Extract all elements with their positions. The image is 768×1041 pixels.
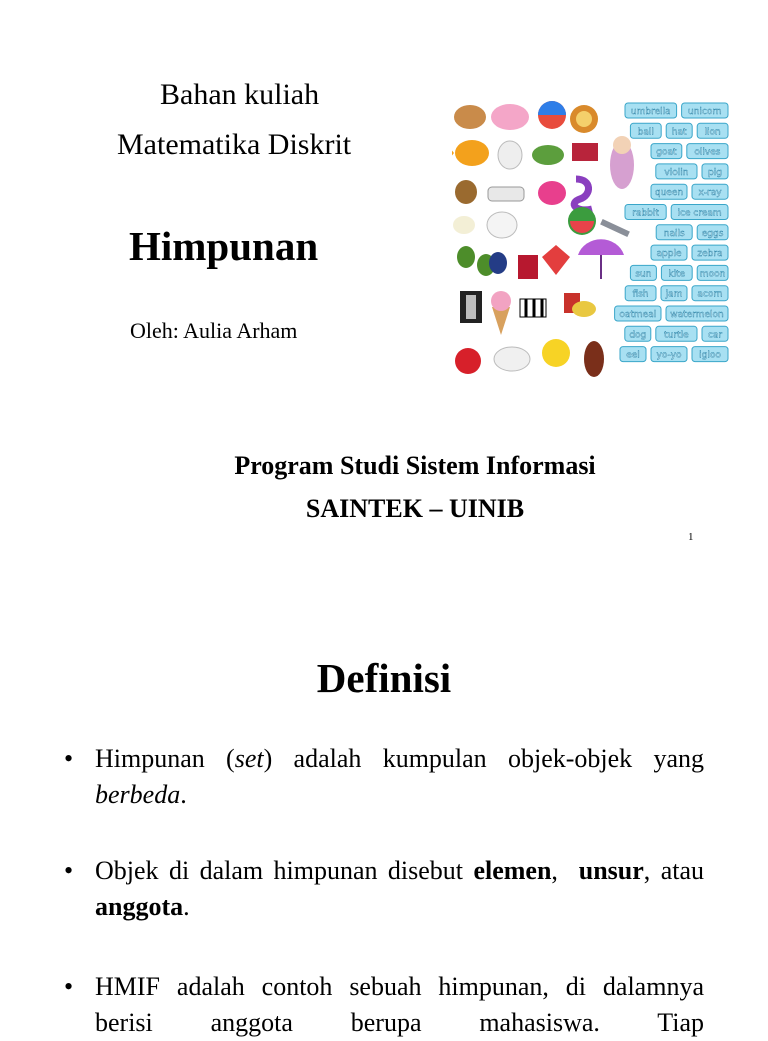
- word-tag-label: zebra: [697, 249, 723, 260]
- text-run: .: [183, 892, 190, 921]
- word-tag-label: moon: [699, 269, 726, 280]
- bold-term-anggota: anggota: [95, 892, 184, 921]
- slide-title: Himpunan: [129, 223, 319, 269]
- word-tag-label: car: [707, 330, 723, 341]
- word-tag: [625, 286, 656, 301]
- word-tag-label: olives: [694, 147, 721, 158]
- olives-picture: [457, 246, 475, 268]
- course-line-1: Bahan kuliah: [160, 78, 320, 111]
- rabbit-picture: [498, 141, 522, 169]
- slide-2: [0, 590, 768, 1037]
- word-tag-label: lion: [704, 127, 721, 138]
- bold-term-elemen: elemen: [473, 856, 552, 885]
- pink-shape-picture: [538, 181, 566, 205]
- word-tag: [692, 184, 728, 199]
- word-tag-label: violin: [664, 167, 689, 178]
- word-tag-label: eel: [626, 350, 640, 361]
- word-tag-label: queen: [654, 188, 684, 199]
- eggs-picture: [572, 301, 596, 317]
- page-number: 1: [688, 531, 694, 543]
- word-tag-label: jam: [665, 289, 683, 300]
- word-tag: [671, 205, 728, 220]
- sun-picture: [542, 339, 570, 367]
- course-line-2: Matematika Diskrit: [117, 128, 352, 161]
- word-tag-label: pig: [708, 167, 722, 178]
- violin-picture: [584, 341, 604, 377]
- word-tag: [692, 245, 728, 260]
- word-tag: [615, 306, 661, 321]
- bold-term-unsur: unsur: [578, 856, 644, 885]
- word-tag: [651, 245, 687, 260]
- word-tag-label: ball: [637, 127, 654, 138]
- word-tag: [697, 265, 728, 280]
- word-tag: [651, 144, 682, 159]
- turtle-picture: [532, 145, 564, 165]
- moon-picture: [453, 216, 475, 234]
- hat-picture: [572, 143, 598, 161]
- bullet-item-2: [64, 853, 704, 925]
- word-tag: [697, 123, 728, 138]
- word-tag-label: oatmeal: [619, 310, 657, 320]
- text-run: ) adalah kumpulan objek-objek yang: [263, 744, 704, 773]
- word-tag: [625, 326, 651, 341]
- acorn-picture: [455, 180, 477, 204]
- unicorn-picture: [494, 347, 530, 371]
- word-tag-label: sun: [635, 269, 652, 280]
- definition-title: Definisi: [316, 655, 452, 701]
- word-tag: [651, 184, 687, 199]
- word-tag: [692, 347, 728, 362]
- institution-name: SAINTEK – UINIB: [305, 494, 525, 523]
- bullet-text: [95, 741, 704, 813]
- word-tag: [666, 306, 728, 321]
- word-tag-label: kite: [668, 269, 686, 280]
- word-tag: [656, 164, 697, 179]
- word-tag-label: rabbit: [632, 208, 659, 219]
- dog-picture: [454, 105, 486, 129]
- pig-picture: [491, 104, 529, 130]
- word-tag: [656, 225, 692, 240]
- word-tag: [661, 265, 692, 280]
- bullet-marker: •: [64, 744, 74, 773]
- word-tag-label: nails: [663, 228, 685, 239]
- bullet-marker: •: [64, 856, 74, 885]
- car-picture: [488, 187, 524, 201]
- word-tag: [702, 326, 728, 341]
- bullet-item-1: [64, 741, 704, 813]
- word-tag-label: fish: [632, 289, 649, 300]
- word-tag: [687, 144, 728, 159]
- goat-picture: [487, 212, 517, 238]
- word-tag: [656, 326, 697, 341]
- text-run: Himpunan (: [95, 744, 235, 773]
- text-run: ,: [551, 856, 579, 885]
- apple-picture: [455, 348, 481, 374]
- word-tag: [682, 103, 728, 118]
- text-run: , atau: [643, 856, 704, 885]
- word-tag-label: x-ray: [698, 188, 722, 199]
- word-tag: [692, 286, 728, 301]
- word-tag-label: ice cream: [677, 208, 722, 219]
- word-tag-label: yo-yo: [656, 350, 682, 361]
- text-run: .: [180, 780, 187, 809]
- word-tag-label: hat: [671, 127, 687, 138]
- word-tag-label: dog: [629, 330, 647, 341]
- bullet-marker: •: [64, 972, 74, 1001]
- word-tag-label: acorn: [697, 289, 723, 300]
- word-tag-label: umbrella: [630, 107, 671, 117]
- word-tag: [651, 347, 687, 362]
- italic-term-berbeda: berbeda: [95, 780, 181, 809]
- jam-picture: [518, 255, 538, 279]
- word-tag-label: watermelon: [670, 310, 724, 320]
- word-tag-label: unicorn: [687, 107, 722, 117]
- italic-term-set: set: [234, 744, 264, 773]
- word-tag-label: apple: [656, 249, 682, 260]
- fish-picture: [455, 140, 489, 166]
- bullet-text: [95, 853, 704, 925]
- word-tag: [630, 265, 656, 280]
- word-tag-label: igloo: [699, 350, 721, 361]
- word-tag: [666, 123, 692, 138]
- program-name: Program Studi Sistem Informasi: [234, 451, 596, 480]
- word-tag-label: goat: [656, 147, 677, 158]
- bullet-text: HMIF adalah contoh sebuah himpunan, di dalamnya berisi anggota berupa mahasiswa. Tiap: [95, 972, 704, 1037]
- word-tag: [625, 205, 666, 220]
- word-tag: [661, 286, 687, 301]
- word-tag: [702, 164, 728, 179]
- word-tag: [625, 103, 677, 118]
- author-line: Oleh: Aulia Arham: [130, 318, 298, 343]
- word-tag: [620, 347, 646, 362]
- bullet-item-3: [64, 969, 704, 1041]
- clipart-image: [452, 95, 737, 385]
- word-tag: [630, 123, 661, 138]
- word-tag: [697, 225, 728, 240]
- text-run: Objek di dalam himpunan disebut: [95, 856, 474, 885]
- word-tag-label: eggs: [701, 228, 724, 239]
- word-tag-label: turtle: [664, 330, 689, 341]
